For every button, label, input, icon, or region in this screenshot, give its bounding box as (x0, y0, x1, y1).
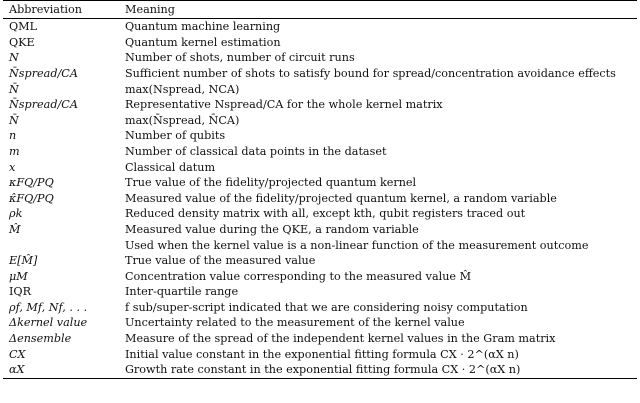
meaning-cell: max(N̄spread, N̄CA) (125, 113, 240, 127)
abbreviation-cell: N̄ (9, 113, 19, 127)
meaning-cell: Sufficient number of shots to satisfy bound for spread/concentration avoidance effects (125, 66, 616, 80)
meaning-cell: Reduced density matrix with all, except kth, qubit registers traced out (125, 207, 526, 221)
table-row (3, 128, 637, 144)
meaning-cell: Measured value during the QKE, a random variable (125, 222, 419, 236)
table-row (3, 284, 637, 300)
table-row (3, 97, 637, 113)
table-row (3, 81, 637, 97)
abbreviation-cell: κ̂FQ/PQ (9, 191, 54, 205)
table-row (3, 222, 637, 238)
abbreviation-cell: QKE (9, 35, 35, 49)
meaning-cell: Measured value of the fidelity/projected quantum kernel, a random variable (125, 191, 557, 205)
abbreviation-cell: αX (9, 363, 25, 377)
meaning-cell: True value of the fidelity/projected quantum kernel (125, 176, 417, 190)
abbreviation-cell: Δensemble (9, 332, 72, 346)
meaning-cell: Quantum kernel estimation (125, 35, 281, 49)
abbreviation-cell: m (9, 144, 20, 158)
meaning-cell: Number of classical data points in the dataset (125, 144, 387, 158)
table-header-row (3, 1, 637, 19)
meaning-cell: max(Nspread, NCA) (125, 82, 240, 96)
meaning-cell: True value of the measured value (125, 254, 316, 268)
abbreviation-cell: M̂ (9, 222, 21, 236)
table-row (3, 35, 637, 51)
abbreviation-cell: IQR (9, 285, 32, 299)
abbreviation-cell: E[M̂] (9, 254, 38, 268)
table-row (3, 113, 637, 129)
table-row (3, 362, 637, 378)
abbreviation-cell: x (9, 160, 16, 174)
table-row (3, 237, 637, 253)
meaning-cell: Number of shots, number of circuit runs (125, 51, 355, 65)
meaning-cell: Measure of the spread of the independent kernel values in the Gram matrix (125, 332, 556, 346)
meaning-cell: Uncertainty related to the measurement of the kernel value (125, 316, 465, 330)
meaning-cell: Representative Nspread/CA for the whole kernel matrix (125, 98, 443, 112)
meaning-cell: Number of qubits (125, 129, 226, 143)
abbreviation-cell: n (9, 129, 17, 143)
table-row (3, 144, 637, 160)
table-row (3, 269, 637, 285)
header-meaning: Meaning (125, 2, 175, 16)
meaning-cell: Initial value constant in the exponential fitting formula CX · 2^(αX n) (125, 347, 519, 361)
table-row (3, 253, 637, 269)
meaning-cell: Classical datum (125, 160, 216, 174)
meaning-cell: Concentration value corresponding to the measured value M̂ (125, 269, 472, 283)
table-row (3, 159, 637, 175)
abbreviation-cell: Δkernel value (9, 316, 88, 330)
meaning-cell: Quantum machine learning (125, 20, 281, 34)
table-body (3, 19, 637, 379)
abbreviation-cell (3, 237, 125, 253)
abbreviation-cell: ρf, Mf, Nf, . . . (9, 300, 88, 314)
table-row (3, 206, 637, 222)
meaning-cell: Growth rate constant in the exponential fitting formula CX · 2^(αX n) (125, 363, 521, 377)
abbreviation-cell: N̄spread/CA (9, 66, 78, 80)
header-abbreviation: Abbreviation (9, 2, 82, 16)
abbreviation-cell: CX (9, 347, 26, 361)
abbreviation-cell: QML (9, 20, 38, 34)
table-row (3, 191, 637, 207)
meaning-cell: f sub/super-script indicated that we are considering noisy computation (125, 300, 528, 314)
abbreviation-cell: ρk (9, 207, 23, 221)
meaning-cell: Used when the kernel value is a non-linear function of the measurement outcome (125, 238, 589, 252)
table-row (3, 300, 637, 316)
abbreviation-cell: μM (9, 269, 28, 283)
abbreviation-cell: κFQ/PQ (9, 176, 54, 190)
table-row (3, 19, 637, 35)
table-row (3, 315, 637, 331)
table-row (3, 175, 637, 191)
table-row (3, 331, 637, 347)
abbreviation-cell: N̄ (9, 82, 19, 96)
table-row (3, 50, 637, 66)
meaning-cell: Inter-quartile range (125, 285, 239, 299)
table-row (3, 66, 637, 82)
table-row (3, 346, 637, 362)
abbreviation-cell: N̄spread/CA (9, 98, 78, 112)
abbreviation-table (3, 0, 637, 379)
abbreviation-cell: N (9, 51, 19, 65)
